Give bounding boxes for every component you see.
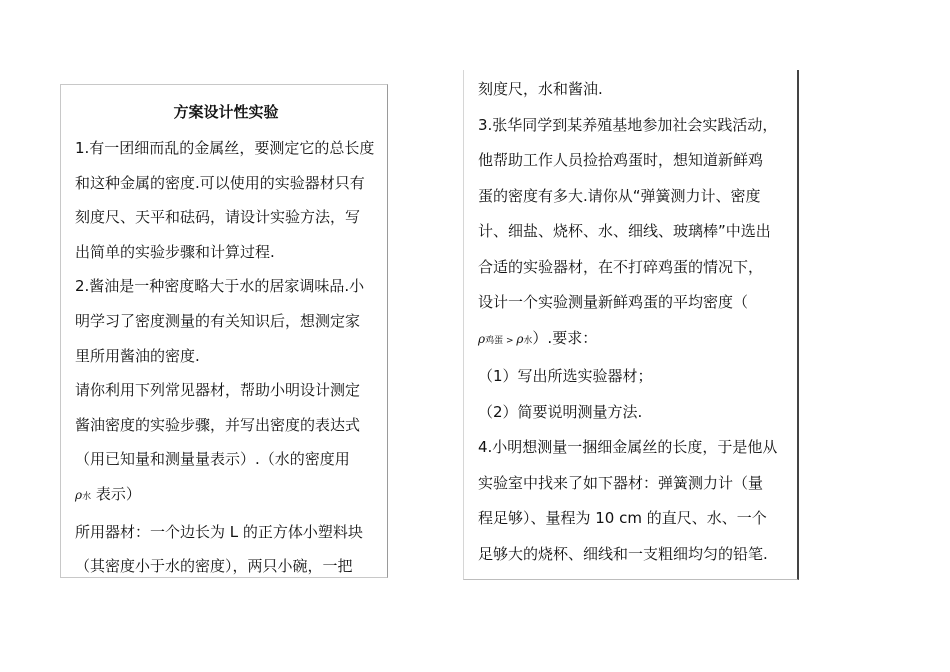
rho-symbol: ρ bbox=[75, 487, 83, 502]
text-line: 明学习了密度测量的有关知识后，想测定家 bbox=[75, 311, 361, 330]
line-text: 表示） bbox=[91, 484, 141, 503]
rho-subscript: 水 bbox=[523, 335, 533, 346]
text-line: （2）简要说明测量方法. bbox=[478, 402, 643, 421]
text-line: 设计一个实验测量新鲜鸡蛋的平均密度（ bbox=[478, 293, 749, 311]
text-line: （1）写出所选实验器材； bbox=[478, 367, 653, 385]
document-page-left bbox=[60, 84, 388, 578]
text-line: 所用器材：一个边长为 L 的正方体小塑料块 bbox=[75, 522, 363, 541]
text-line: 和这种金属的密度.可以使用的实验器材只有 bbox=[75, 173, 365, 192]
page-title: 方案设计性实验 bbox=[173, 103, 279, 121]
page-content bbox=[75, 95, 377, 584]
rho-symbol: ρ bbox=[516, 331, 524, 346]
text-line: 里所用酱油的密度. bbox=[75, 346, 200, 365]
text-line: （用已知量和测量量表示）.（水的密度用 bbox=[75, 450, 350, 469]
text-line: （其密度小于水的密度），两只小碗，一把 bbox=[75, 557, 353, 576]
rho-subscript: 水 bbox=[82, 491, 92, 502]
text-line: 实验室中找来了如下器材：弹簧测力计（量 bbox=[478, 473, 764, 492]
text-line: 刻度尺、天平和砝码，请设计实验方法，写 bbox=[75, 208, 361, 227]
rho-subscript: 鸡蛋 bbox=[485, 335, 504, 346]
line-text: ）.要求： bbox=[532, 328, 598, 347]
comparison-operator: > bbox=[503, 335, 517, 346]
text-line: 程足够）、量程为 10 cm 的直尺、水、一个 bbox=[478, 509, 767, 527]
text-line: 蛋的密度有多大.请你从“弹簧测力计、密度 bbox=[478, 186, 761, 205]
water-density-symbol-line bbox=[75, 477, 377, 515]
text-line: 足够大的烧杯、细线和一支粗细均匀的铅笔. bbox=[478, 544, 768, 563]
text-line: 出简单的实验步骤和计算过程. bbox=[75, 242, 275, 261]
text-line: 4.小明想测量一捆细金属丝的长度，于是他从 bbox=[478, 438, 778, 456]
density-compare-line bbox=[478, 321, 787, 360]
text-line: 3.张华同学到某养殖基地参加社会实践活动， bbox=[478, 115, 778, 134]
text-line: 2.酱油是一种密度略大于水的居家调味品.小 bbox=[75, 277, 365, 296]
text-line: 刻度尺，水和酱油. bbox=[478, 80, 603, 98]
text-line: 计、细盐、烧杯、水、细线、玻璃棒”中选出 bbox=[478, 222, 771, 240]
text-line: 合适的实验器材，在不打碎鸡蛋的情况下， bbox=[478, 257, 764, 276]
rho-symbol: ρ bbox=[478, 331, 486, 346]
text-line: 他帮助工作人员捡拾鸡蛋时，想知道新鲜鸡 bbox=[478, 151, 764, 169]
text-line: 酱油密度的实验步骤，并写出密度的表达式 bbox=[75, 415, 361, 434]
document-page-right bbox=[463, 70, 799, 580]
text-line: 1.有一团细而乱的金属丝，要测定它的总长度 bbox=[75, 139, 375, 157]
page-content bbox=[478, 72, 787, 572]
text-line: 请你利用下列常见器材，帮助小明设计测定 bbox=[75, 381, 361, 400]
